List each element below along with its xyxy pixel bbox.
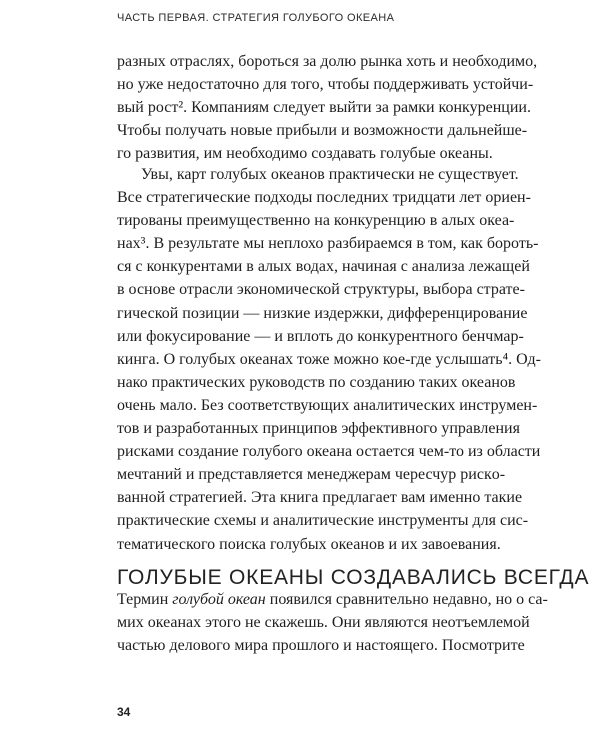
paragraph: [117, 50, 538, 165]
text-line: Увы, карт голубых океанов практически не существует.: [141, 166, 519, 183]
text-line: практические схемы и аналитические инструменты для сис-: [117, 512, 529, 530]
text-line: вый рост². Компаниям следует выйти за рамки конкуренции.: [117, 99, 531, 117]
text-line: разных отраслях, бороться за долю рынка хоть и необходимо,: [117, 53, 538, 70]
text-line: Все стратегические подходы последних тридцати лет ориен-: [117, 189, 531, 207]
text-line: очень мало. Без соответствующих аналитических инструмен-: [117, 396, 538, 414]
text-line: ванной стратегией. Эта книга предлагает вам именно такие: [117, 489, 523, 507]
text-line: частью делового мира прошлого и настоящего. Посмотрите: [117, 637, 525, 655]
section-heading: ГОЛУБЫЕ ОКЕАНЫ СОЗДАВАЛИСЬ ВСЕГДА: [117, 566, 590, 589]
text-line: рисками создание голубого океана остается чем-то из области: [117, 443, 541, 461]
text-line: гической позиции — низкие издержки, дифференцирование: [117, 304, 528, 322]
running-head: ЧАСТЬ ПЕРВАЯ. СТРАТЕГИЯ ГОЛУБОГО ОКЕАНА: [117, 12, 395, 24]
paragraph: [117, 163, 541, 556]
text-line: нако практических руководств по созданию таких океанов: [117, 373, 516, 391]
text-line: мих океанах этого не скажешь. Они являются неотъемлемой: [117, 614, 530, 632]
text-run: появился сравнительно недавно, но о са-: [265, 591, 548, 608]
text-run: Термин: [117, 591, 173, 608]
text-line: кинга. О голубых океанах тоже можно кое-где услышать⁴. Од-: [117, 350, 541, 368]
text-line: го развития, им необходимо создавать голубые океаны.: [117, 145, 493, 163]
paragraph: [117, 588, 548, 657]
text-line: ся с конкурентами в алых водах, начиная с анализа лежащей: [117, 258, 530, 276]
text-line: в основе отрасли экономической структуры, выбора страте-: [117, 281, 525, 299]
text-line: Чтобы получать новые прибыли и возможности дальнейше-: [117, 122, 528, 140]
text-line: или фокусирование — и вплоть до конкурентного бенчмар-: [117, 327, 524, 345]
text-line: тов и разработанных принципов эффективного управления: [117, 420, 520, 438]
page-number: 34: [117, 705, 131, 719]
text-line: тематического поиска голубых океанов и их завоевания.: [117, 535, 501, 553]
term-italic: голубой океан: [172, 591, 266, 608]
text-line: но уже недостаточно для того, чтобы поддерживать устойчи-: [117, 76, 534, 94]
text-line: [117, 588, 548, 611]
text-line: мечтаний и представляется менеджерам чересчур рискo-: [117, 466, 506, 484]
text-line: тированы преимущественно на конкуренцию в алых океа-: [117, 212, 515, 230]
text-line: нах³. В результате мы неплохо разбираемся в том, как бороть-: [117, 235, 539, 253]
